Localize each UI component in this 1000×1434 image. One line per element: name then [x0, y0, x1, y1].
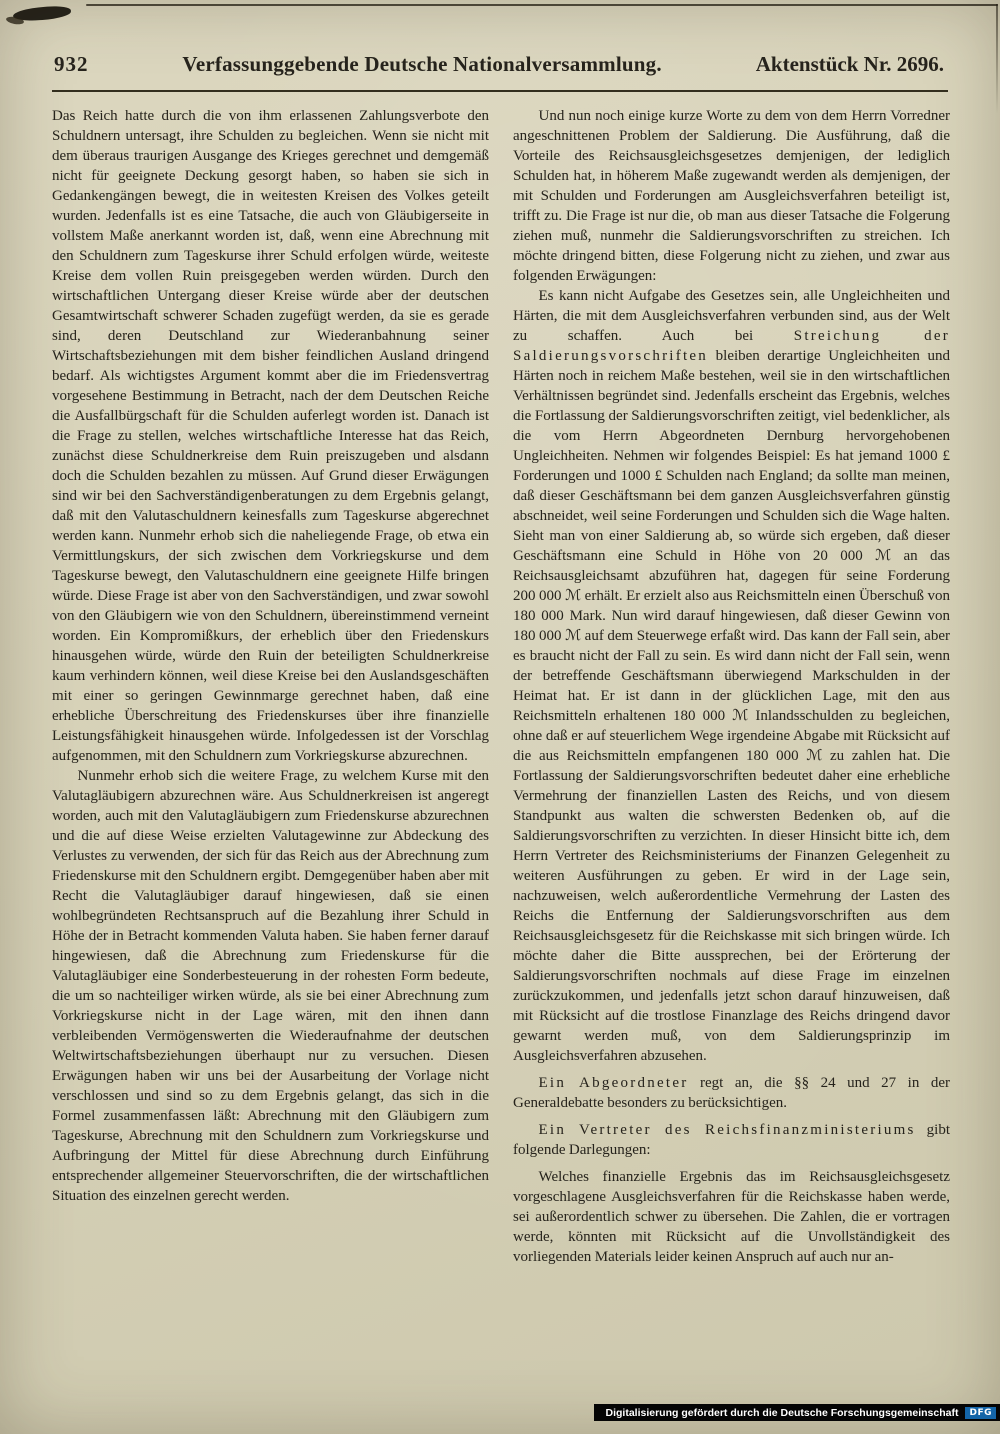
paragraph: Das Reich hatte durch die von ihm erlassenen Zahlungsverbote den Schuldnern untersagt, ihre Schulden zu begleichen. Wenn sie nicht mit dem überaus traurigen Ausgange des Krieges gerechnet und demgemäß nicht für geeignete Deckung gesorgt haben, so haben sie sich in Gedankengängen bewegt, die in weitesten Kreisen des Volkes geteilt wurden. Jedenfalls ist es eine Tatsache, die auch von Gläubigerseite in vollstem Maße anerkannt worden ist, daß, wenn eine Abrechnung mit den Schuldnern zum Tageskurse ihrer Schuld erfolgen würde, weiteste Kreise dem vollen Ruin preisgegeben werden würden. Durch den wirtschaftlichen Untergang dieser Kreise würde aber der deutschen Gesamtwirtschaft schwerer Schaden zugefügt werden, da sie es gerade sind, deren Deutschland zur Wiederanbahnung seiner Wirtschaftsbeziehungen mit dem bisher feindlichen Ausland dringend bedarf. Als wichtigstes Argument kommt aber die im Friedensvertrag vorgesehene Bestimmung in Betracht, nach der dem Deutschen Reiche die Ausfallbürgschaft für die Schulden auferlegt worden ist. Danach ist die Frage zu stellen, welches wirtschaftliche Interesse hat das Reich, zunächst diese Schuldnerkreise dem Ruin preiszugeben und alsdann doch die Schulden bezahlen zu müssen. Auf Grund dieser Erwägungen sind wir bei den Sachverständigenberatungen zu dem Ergebnis gelangt, daß mit den Valutaschuldnern keinesfalls zum Tageskurse abgerechnet werden kann. Nunmehr erhob sich die naheliegende Frage, ob etwa ein Vermittlungskurs, der sich zwischen dem Vorkriegskurse und dem Tageskurse bewegt, den Valutaschuldnern eine geeignete Hilfe bringen würde. Diese Frage ist aber von den Sachverständigen, und zwar sowohl von den Gläubigern wie von den Schuldnern, übereinstimmend verneint worden. Ein Kompromißkurs, der erheblich über den Friedenskurs hinausgehen würde, würde den Ruin der beteiligten Schuldnerkreise kaum verhindern können, weil diese Kreise bei den Auslandsgeschäften mit einer so geringen Gewinnmarge gerechnet haben, daß eine erhebliche Überschreitung des Friedenskurses über ihre finanzielle Leistungsfähigkeit hinausgehen würde. Infolgedessen ist der Vorschlag aufgenommen, mit den Schuldnern zum Vorkriegskurse abzurechnen. [52, 108, 489, 764]
left-column [52, 106, 489, 1394]
digitization-credit-bar [594, 1404, 1000, 1421]
page-header [54, 52, 944, 77]
document-reference: Aktenstück Nr. 2696. [755, 52, 944, 76]
emphasized-text: Streichung der Saldierungsvorschriften [513, 328, 950, 364]
text-columns [52, 106, 950, 1394]
paragraph: Welches finanzielle Ergebnis das im Reichsausgleichsgesetz vorgeschlagene Ausgleichsverfahren für die Reichskasse haben werde, sei außerordentlich schwer zu übersehen. Die Zahlen, die er vortragen werde, könnten mit Rücksicht auf die Unvollständigkeit des vorliegenden Materials leider keinen Anspruch auf auch nur an- [513, 1169, 950, 1265]
header-divider [52, 90, 948, 92]
paragraph-segment: bleiben derartige Ungleichheiten und Härten noch in reichem Maße bestehen, weil sie in den wirtschaftlichen Verhältnissen begründet sind. Jedenfalls erscheint das Ergebnis, welches die Fortlassung der Saldierungsvorschriften zeitigt, viel bedenklicher, als die vom Herrn Abgeordneten Dernburg hervorgehobenen Ungleichheiten. Nehmen wir folgendes Beispiel: Es hat jemand 1000 £ Forderungen und 1000 £ Schulden nach England; da sollte man meinen, daß dieser Geschäftsmann bei dem ganzen Ausgleichsverfahren günstig abschneidet, weil seine Forderungen und Schulden sich die Wage halten. Sieht man von einer Saldierung ab, so würde sich ergeben, daß dieser Geschäftsmann eine Schuld in Höhe von 20 000 ℳ an das Reichsausgleichsamt abzuführen hat, dagegen für seine Forderung 200 000 ℳ erhält. Er erzielt also aus Reichsmitteln einen Überschuß von 180 000 Mark. Nun wird darauf hingewiesen, daß dieser Gewinn von 180 000 ℳ auf dem Steuerwege erfaßt wird. Das kann der Fall sein, aber es braucht nicht der Fall zu sein. Es wird dann nicht der Fall sein, wenn der betreffende Geschäftsmann überwiegend Markschulden in der Heimat hat. Er ist dann in der glücklichen Lage, mit den aus Reichsmitteln erhaltenen 180 000 ℳ Inlandsschulden zu begleichen, ohne daß er auf steuerlichem Wege irgendeine Abgabe mit Rücksicht auf die aus Reichsmitteln empfangenen 180 000 ℳ zu zahlen hat. Die Fortlassung der Saldierungsvorschriften bedeutet daher eine erhebliche Vermehrung der finanziellen Lasten des Reichs, und von diesem Standpunkt aus walten die schwersten Bedenken ob, auf die Saldierungsvorschriften zu verzichten. In dieser Hinsicht bitte ich, dem Herrn Vertreter des Reichsministeriums der Finanzen Gelegenheit zu weiteren Ausführungen zu geben. Er wird in der Lage sein, nachzuweisen, welch außerordentliche Vermehrung der Lasten des Reichs die Entfernung der Saldierungsvorschriften aus dem Reichsausgleichsgesetz für die Reichskasse mit sich bringen würde. Ich möchte daher die Bitte aussprechen, bei der Erörterung der Saldierungsvorschriften nochmals auf diese Frage im einzelnen zurückzukommen, und jedenfalls jetzt schon darauf hinzuweisen, daß mit Rücksicht auf die trostlose Finanzlage des Reichs dringend davor gewarnt werden muß, von dem Saldierungsprinzip im Ausgleichsverfahren abzusehen. [513, 348, 950, 1064]
scan-artifact-top-edge [86, 4, 998, 6]
digitization-credit-text: Digitalisierung gefördert durch die Deutsche Forschungsgemeinschaft [605, 1406, 959, 1419]
paragraph-segment: regt an, die §§ 24 und 27 in der Generaldebatte besonders zu berücksichtigen. [513, 1075, 950, 1111]
paragraph-segment: gibt folgende Darlegungen: [513, 1122, 950, 1158]
emphasized-text: Ein Abgeordneter [538, 1075, 689, 1091]
page-number: 932 [54, 52, 89, 76]
paragraph: Und nun noch einige kurze Worte zu dem von dem Herrn Vorredner angeschnittenen Problem der Saldierung. Die Ausführung, daß die Vorteile des Reichsausgleichsgesetzes demjenigen, der lediglich Schulden hat, in höherem Maße zugewandt werden als demjenigen, der mit Schulden und Forderungen am Ausgleichsverfahren beteiligt ist, trifft zu. Die Frage ist nur die, ob man aus dieser Tatsache die Folgerung ziehen muß, nunmehr die Saldierungsvorschriften zu streichen. Ich möchte dringend bitten, diese Folgerung nicht zu ziehen, und zwar aus folgenden Erwägungen: [513, 108, 950, 284]
paragraph: Nunmehr erhob sich die weitere Frage, zu welchem Kurse mit den Valutagläubigern abzurechnen wäre. Aus Schuldnerkreisen ist angeregt worden, auch mit den Valutagläubigern zum Friedenskurse abzurechnen und die auf diese Weise erzielten Valutagewinne zur Abdeckung des Verlustes zu verwenden, der sich für das Reich aus der Abrechnung zum Friedenskurse mit den Schuldnern ergibt. Demgegenüber haben aber mit Recht die Valutagläubiger darauf hingewiesen, daß sie einen wohlbegründeten Rechtsanspruch auf die Bezahlung ihrer Schuld in Höhe der in Betracht kommenden Valuta haben. Sie haben ferner darauf hingewiesen, daß die Abrechnung zum Friedenskurse für die Valutagläubiger eine Sonderbesteuerung in der rohesten Form bedeute, die um so nachteiliger wirken würde, als sie bei einer Abrechnung zum Vorkriegskurse nicht in der Lage wären, mit den ihnen dann verbleibenden Vermögenswerten die Wiederaufnahme der deutschen Weltwirtschaftsbeziehungen überhaupt nur zu versuchen. Diesen Erwägungen haben wir uns bei der Ausarbeitung der Vorlage nicht verschlossen und sind so zu dem Ergebnis gelangt, das sich in die Formel zusammenfassen läßt: Abrechnung mit den Gläubigern zum Tageskurse, Abrechnung mit den Schuldnern zum Vorkriegskurse und Aufbringung der Mittel für diese Abrechnung durch Einführung entsprechender allgemeiner Steuervorschriften, die der wirtschaftlichen Situation des einzelnen gerecht werden. [52, 768, 489, 1204]
emphasized-text: Ein Vertreter des Reichsfinanzministeriums [538, 1122, 916, 1138]
paragraph [513, 286, 950, 1066]
paragraph [513, 1120, 950, 1160]
page-title: Verfassunggebende Deutsche Nationalversammlung. [182, 52, 662, 76]
paragraph [513, 1073, 950, 1113]
dfg-logo: DFG [965, 1407, 996, 1419]
right-column [513, 106, 950, 1394]
paragraph-segment: Es kann nicht Aufgabe des Gesetzes sein, alle Ungleichheiten und Härten, die mit dem Ausgleichsverfahren verbunden sind, aus der Welt zu schaffen. Auch bei [513, 288, 950, 344]
scan-artifact-ink-blob [13, 5, 72, 22]
scan-artifact-ink-blob [6, 15, 25, 25]
scan-artifact-right-edge [996, 4, 998, 114]
